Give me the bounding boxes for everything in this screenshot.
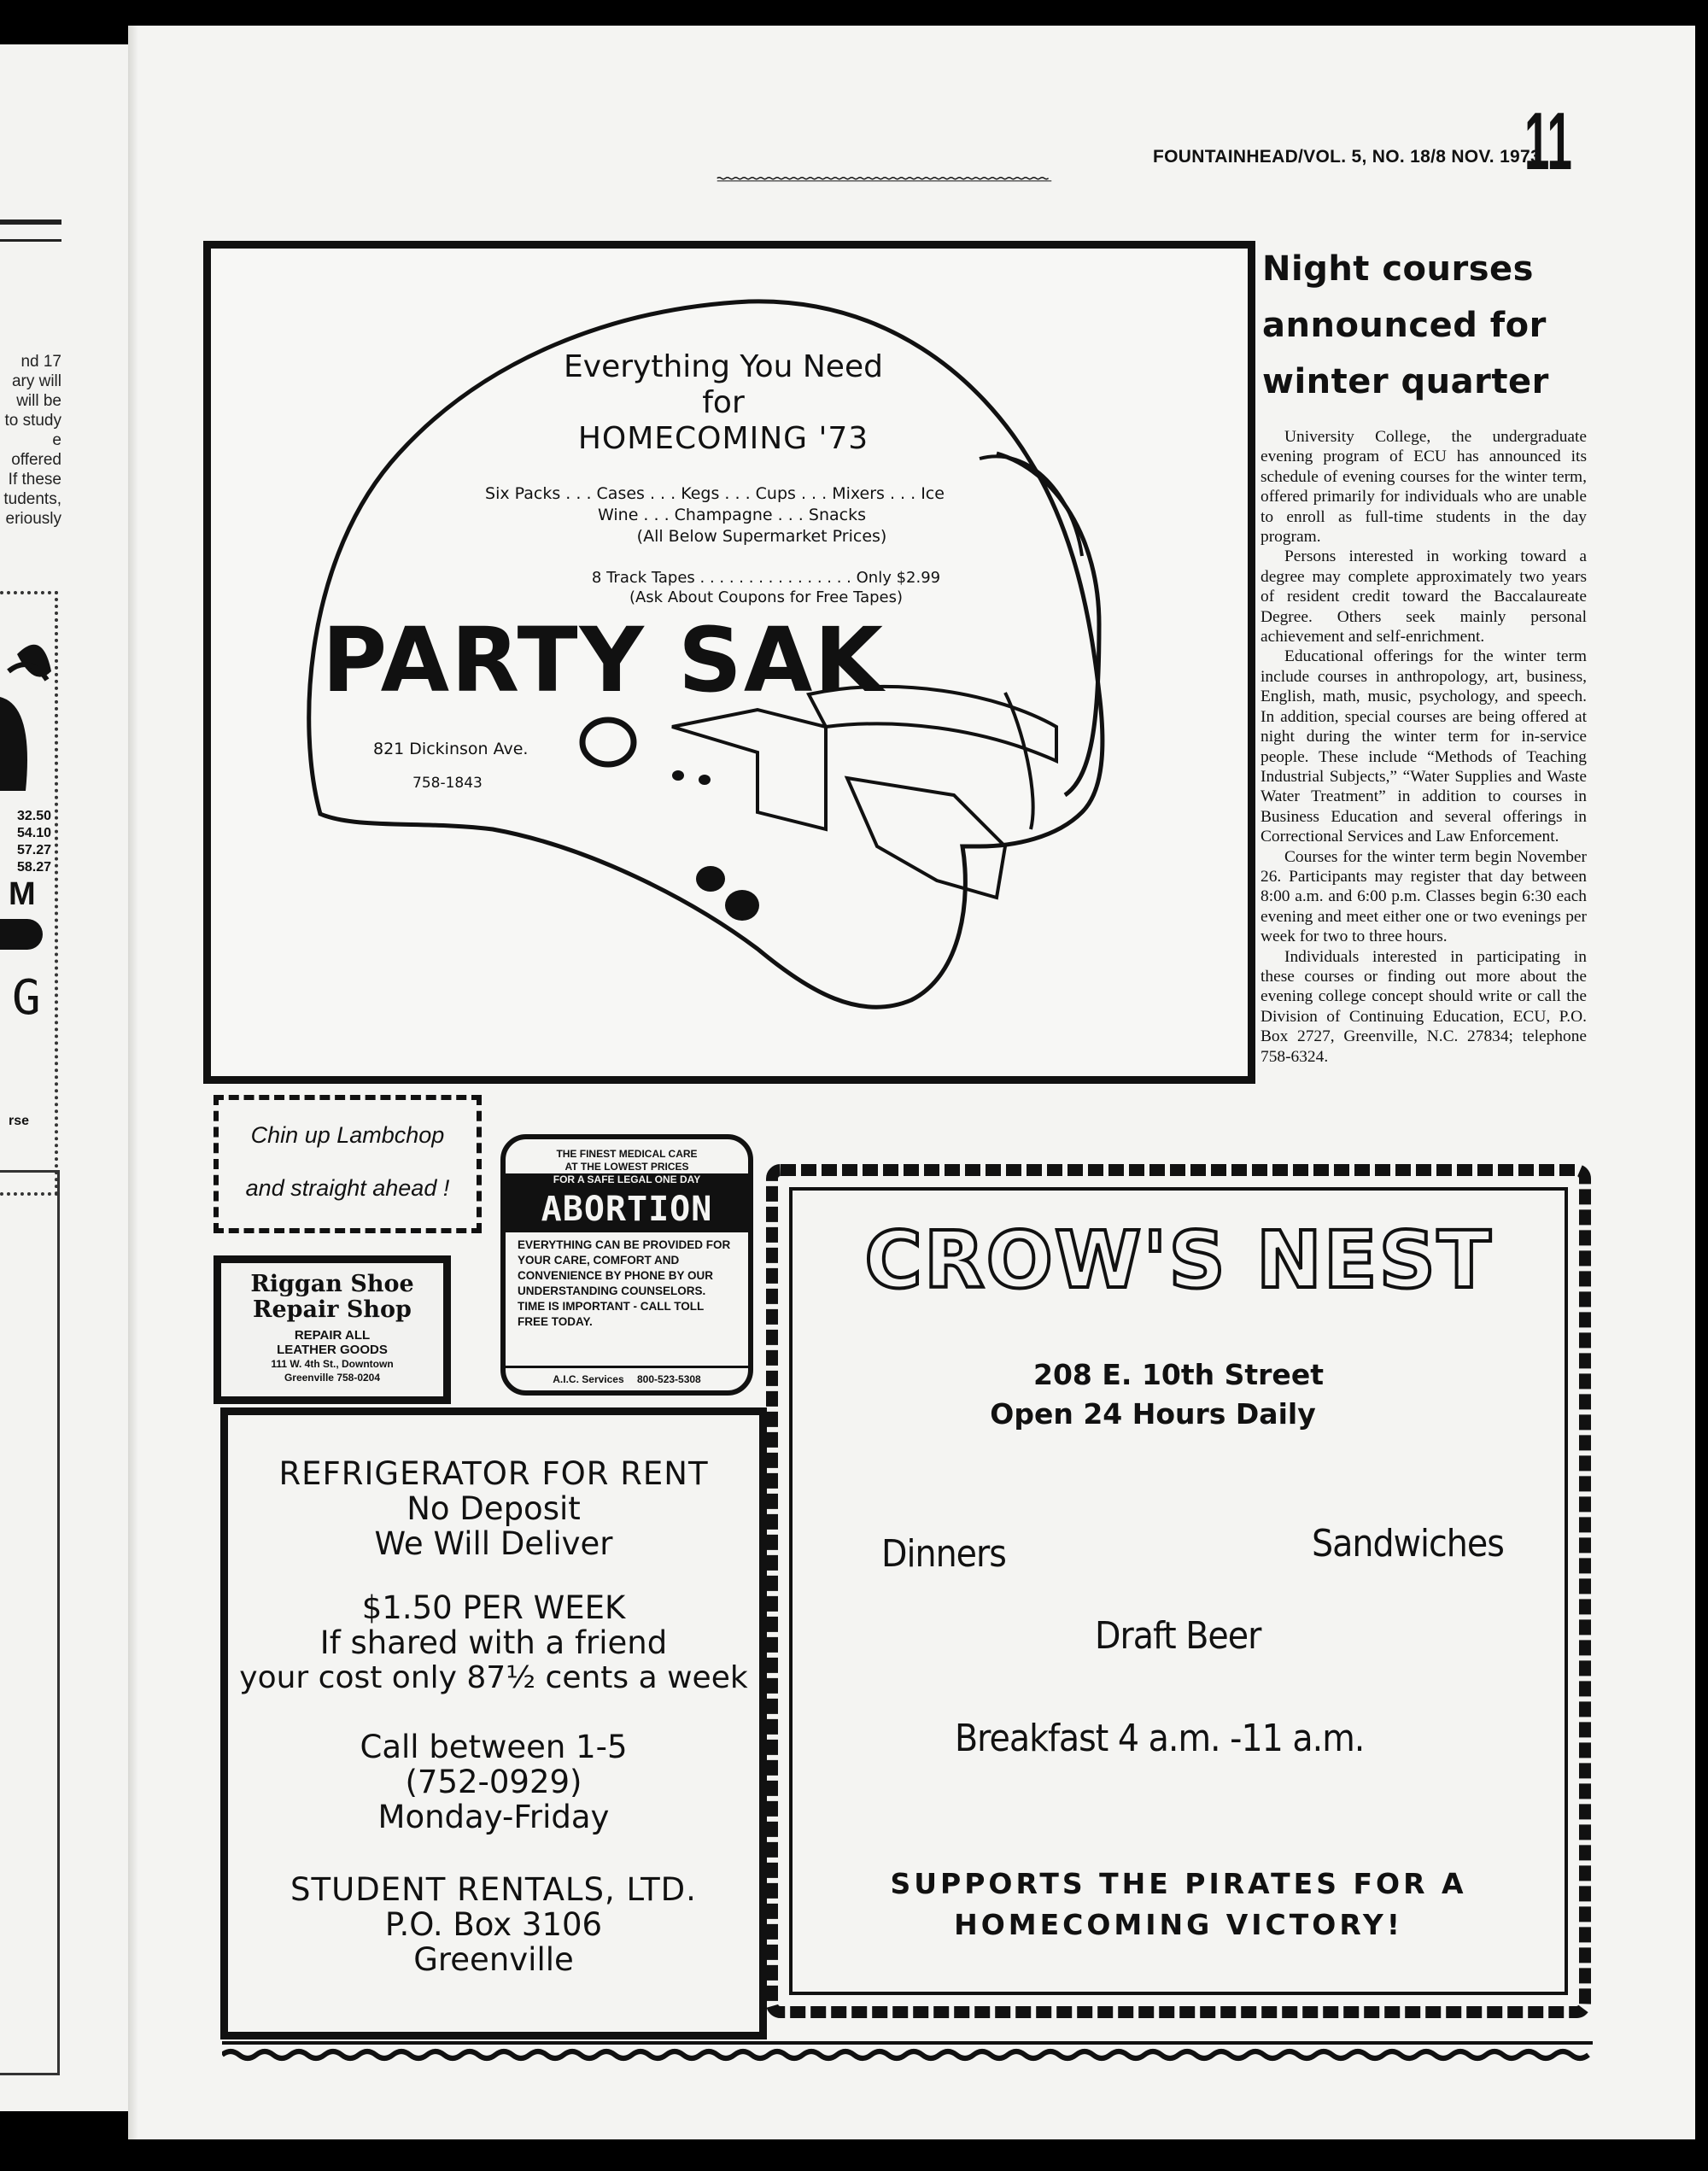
menu-item: Dinners [881, 1532, 1006, 1576]
price: 57.27 [16, 843, 51, 857]
slogan-line: HOMECOMING VICTORY! [954, 1908, 1403, 1941]
abortion-services-ad [500, 1134, 753, 1396]
service-name: A.I.C. Services [553, 1373, 624, 1385]
menu-item: Draft Beer [1095, 1614, 1261, 1658]
left-text-line: eriously [5, 510, 61, 528]
tapes-note: (Ask About Coupons for Free Tapes) [629, 588, 904, 606]
restaurant-address: 208 E. 10th Street [1033, 1358, 1324, 1391]
top-wavy-rule [195, 171, 1574, 184]
ad-line: your cost only 87½ cents a week [239, 1660, 748, 1695]
header-line: FOR A SAFE LEGAL ONE DAY [506, 1173, 748, 1186]
items-line: (All Below Supermarket Prices) [636, 527, 887, 546]
store-address: 821 Dickinson Ave. [373, 740, 529, 758]
personal-line: Chin up Lambchop [250, 1122, 445, 1148]
header-line: THE FINEST MEDICAL CARE [556, 1148, 698, 1160]
left-page-rule-2 [0, 239, 61, 242]
shop-name-line: Riggan Shoe [250, 1271, 414, 1297]
menu-item: Breakfast 4 a.m. -11 a.m. [955, 1717, 1365, 1760]
shop-name-line: Repair Shop [253, 1296, 412, 1323]
shop-detail: Greenville 758-0204 [284, 1372, 381, 1384]
masthead: FOUNTAINHEAD/VOL. 5, NO. 18/8 NOV. 1973 [1153, 147, 1541, 167]
price: 54.10 [16, 826, 51, 840]
items-line: Six Packs . . . Cases . . . Kegs . . . Cups . . . Mixers . . . Ice [485, 484, 945, 503]
left-text-line: tudents, [3, 490, 61, 508]
leaf-logo-fragment [0, 620, 55, 791]
price: 32.50 [16, 809, 51, 823]
service-phone: 800-523-5308 [637, 1373, 701, 1385]
left-text-line: nd 17 [20, 353, 61, 371]
article-paragraph: Persons interested in working toward a degree may complete approximately two years of resident credit toward the Baccalaureate Degree. Others seek mainly personal achievement and self-enrichment. [1261, 547, 1587, 647]
article-paragraph: Individuals interested in participating in these courses or finding out more about the evening college concept should write or call the Division of Continuing Education, ECU, P.O. Box 2727, Greenville, N.C. 27834; telephone 758-6324. [1261, 947, 1587, 1066]
riggan-shoe-ad [214, 1255, 451, 1404]
price: 58.27 [16, 860, 51, 875]
left-text-line: ary will [11, 372, 61, 390]
shop-detail: REPAIR ALL [294, 1328, 371, 1343]
restaurant-name: CROW'S NEST [864, 1214, 1493, 1306]
page-number: 11 [1524, 96, 1572, 187]
abortion-title: ABORTION [506, 1186, 748, 1232]
article-body [1261, 427, 1587, 1067]
headline-line: Night courses [1262, 249, 1534, 289]
tagline-line: HOMECOMING '73 [577, 421, 869, 456]
ad-line: Greenville [413, 1941, 574, 1978]
tagline-line: Everything You Need [564, 349, 883, 384]
crows-nest-ad [765, 1163, 1592, 2019]
header-line: AT THE LOWEST PRICES [564, 1161, 689, 1173]
abortion-body: EVERYTHING CAN BE PROVIDED FOR YOUR CARE, COMFORT AND CONVENIENCE BY PHONE BY OUR UNDERSTANDING COUNSELORS. TIME IS IMPORTANT - CALL TOLL FREE TODAY. [518, 1238, 731, 1328]
abortion-footer [506, 1366, 748, 1385]
headline-line: winter quarter [1262, 362, 1549, 401]
adjacent-page-edge [0, 44, 131, 2111]
ad-line: Monday-Friday [377, 1799, 610, 1835]
left-text-line: e offered [11, 431, 61, 469]
article-paragraph: Courses for the winter term begin November 26. Participants may register that day between 8:00 a.m. and 6:00 p.m. Classes begin 6:30 each evening and meet either one or two evenings per week for two to three hours. [1261, 847, 1587, 946]
restaurant-hours: Open 24 Hours Daily [990, 1397, 1316, 1431]
left-page-rule [0, 219, 61, 225]
personal-line: and straight ahead ! [245, 1175, 450, 1201]
fragment-letter: M [9, 876, 36, 912]
article-headline [1262, 241, 1587, 410]
ad-line: $1.50 PER WEEK [361, 1589, 626, 1626]
refrigerator-rental-ad [220, 1407, 767, 2039]
store-name: PARTY SAK [322, 608, 886, 712]
shop-detail: 111 W. 4th St., Downtown [271, 1358, 394, 1370]
left-text-line: to study [4, 412, 61, 430]
ad-line: (752-0929) [405, 1764, 582, 1800]
tapes-offer [493, 568, 1039, 607]
items-line: Wine . . . Champagne . . . Snacks [598, 506, 866, 524]
tagline-line: for [702, 385, 745, 420]
ad-line: REFRIGERATOR FOR RENT [278, 1455, 709, 1492]
left-ad-fragment [0, 591, 58, 1196]
slogan [765, 1864, 1592, 1946]
fragment-oval [0, 919, 43, 950]
ad-line: No Deposit [407, 1490, 581, 1527]
fragment-letter: rse [9, 1114, 30, 1128]
menu-item: Sandwiches [1312, 1522, 1504, 1565]
page-fold-shadow [128, 26, 138, 2139]
store-phone: 758-1843 [412, 775, 483, 792]
chin-up-personal-ad [214, 1095, 482, 1233]
left-text-line: will be [16, 392, 61, 410]
shop-detail: LEATHER GOODS [277, 1343, 388, 1357]
slogan-line: SUPPORTS THE PIRATES FOR A [890, 1867, 1467, 1900]
ad-line: If shared with a friend [319, 1624, 668, 1661]
bottom-wavy-rule [222, 2034, 1593, 2069]
item-list [339, 483, 1125, 547]
article-paragraph: Educational offerings for the winter term include courses in anthropology, art, business, English, math, music, psychology, and speech. In addition, special courses are being offered at night during the winter term for in-service people. These include “Methods of Teaching Industrial Subjects,” “Water Supplies and Waste Water Treatment” in addition to courses in Business Education and several offerings in Correctional Services and Law Enforcement. [1261, 647, 1587, 846]
tagline [467, 349, 980, 457]
left-text-line: If these [8, 471, 61, 489]
left-page-text [0, 352, 61, 529]
headline-line: announced for [1262, 306, 1547, 345]
left-lower-box [0, 1170, 60, 2075]
party-sak-ad [203, 241, 1255, 1084]
abortion-header [506, 1148, 748, 1186]
ad-line: We Will Deliver [374, 1525, 613, 1562]
fragment-letter: G [12, 970, 41, 1026]
ad-line: P.O. Box 3106 [384, 1906, 603, 1943]
article-paragraph: University College, the undergraduate evening program of ECU has announced its schedule of evening courses for the winter term, offered primarily for individuals who are unable to enroll as full-time students in the day program. [1261, 428, 1587, 547]
ad-line: STUDENT RENTALS, LTD. [290, 1871, 697, 1908]
price-list [0, 808, 51, 876]
ad-line: Call between 1-5 [360, 1729, 628, 1765]
tapes-line: 8 Track Tapes . . . . . . . . . . . . . . . . Only $2.99 [591, 569, 941, 587]
